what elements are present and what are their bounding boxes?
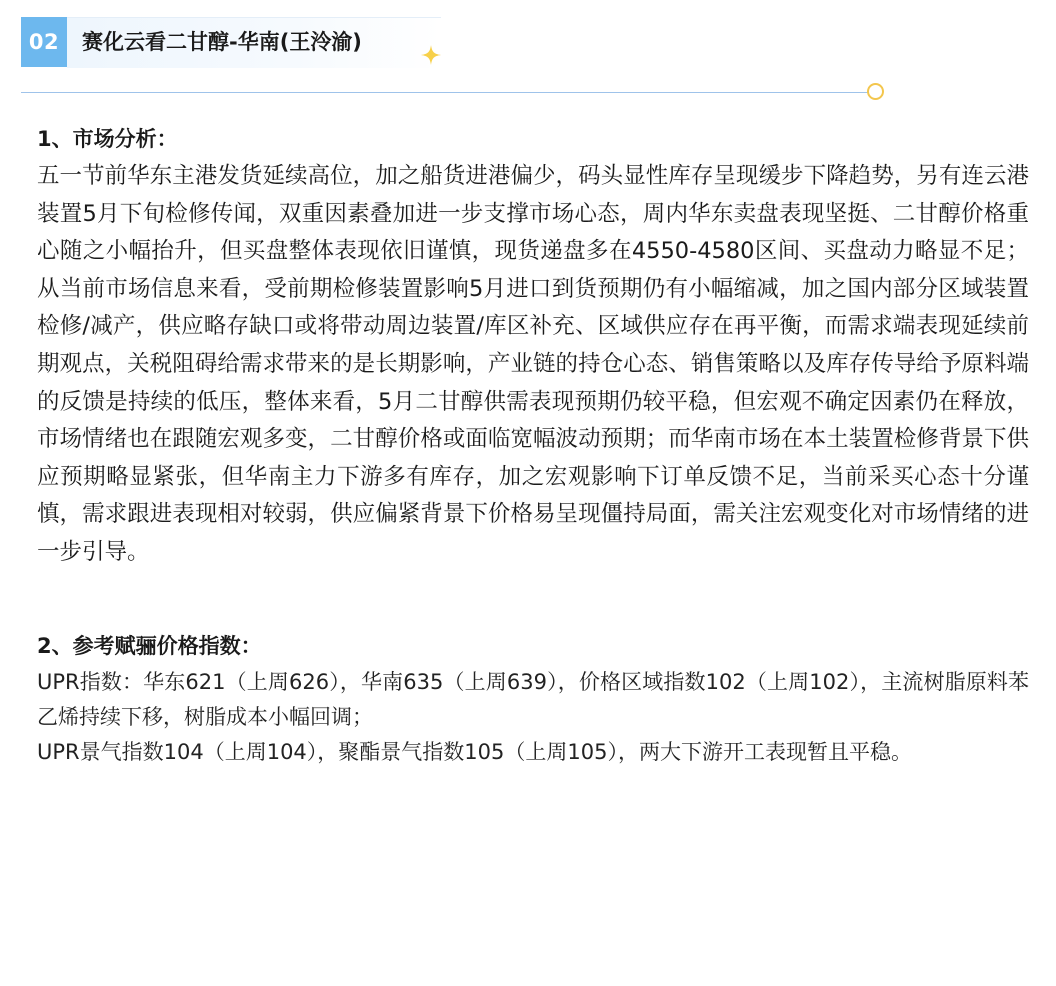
price-index-heading: 2、参考赋骊价格指数：	[37, 633, 262, 658]
circle-ornament	[867, 83, 884, 100]
section-title: 赛化云看二甘醇-华南(王泠渝)	[82, 30, 362, 54]
price-index-line-1: UPR指数：华东621（上周626），华南635（上周639），价格区域指数102（上周102），主流树脂原料苯乙烯持续下移，树脂成本小幅回调；	[37, 669, 1029, 729]
market-analysis-body: 五一节前华东主港发货延续高位，加之船货进港偏少，码头显性库存呈现缓步下降趋势，另有连云港装置5月下旬检修传闻，双重因素叠加进一步支撑市场心态，周内华东卖盘表现坚挺、二甘醇价格重心随之小幅抬升，但买盘整体表现依旧谨慎，现货递盘多在4550-4580区间、买盘动力略显不足；从当前市场信息来看，受前期检修装置影响5月进口到货预期仍有小幅缩减，加之国内部分区域装置检修/减产，供应略存缺口或将带动周边装置/库区补充、区域供应存在再平衡，而需求端表现延续前期观点，关税阻碍给需求带来的是长期影响，产业链的持仓心态、销售策略以及库存传导给予原料端的反馈是持续的低压，整体来看，5月二甘醇供需表现预期仍较平稳，但宏观不确定因素仍在释放，市场情绪也在跟随宏观多变，二甘醇价格或面临宽幅波动预期；而华南市场在本土装置检修背景下供应预期略显紧张，但华南主力下游多有库存，加之宏观影响下订单反馈不足，当前采买心态十分谨慎，需求跟进表现相对较弱，供应偏紧背景下价格易呈现僵持局面，需关注宏观变化对市场情绪的进一步引导。	[37, 163, 1029, 565]
section-number-badge: 02	[21, 17, 67, 67]
article-content	[37, 120, 1029, 770]
section-header	[21, 17, 441, 67]
header-divider	[21, 92, 868, 93]
market-analysis-heading: 1、市场分析：	[37, 127, 178, 151]
sparkle-icon	[420, 44, 442, 66]
section-spacer	[37, 572, 1029, 627]
price-index-line-2: UPR景气指数104（上周104），聚酯景气指数105（上周105），两大下游开工表现暂且平稳。	[37, 739, 912, 764]
